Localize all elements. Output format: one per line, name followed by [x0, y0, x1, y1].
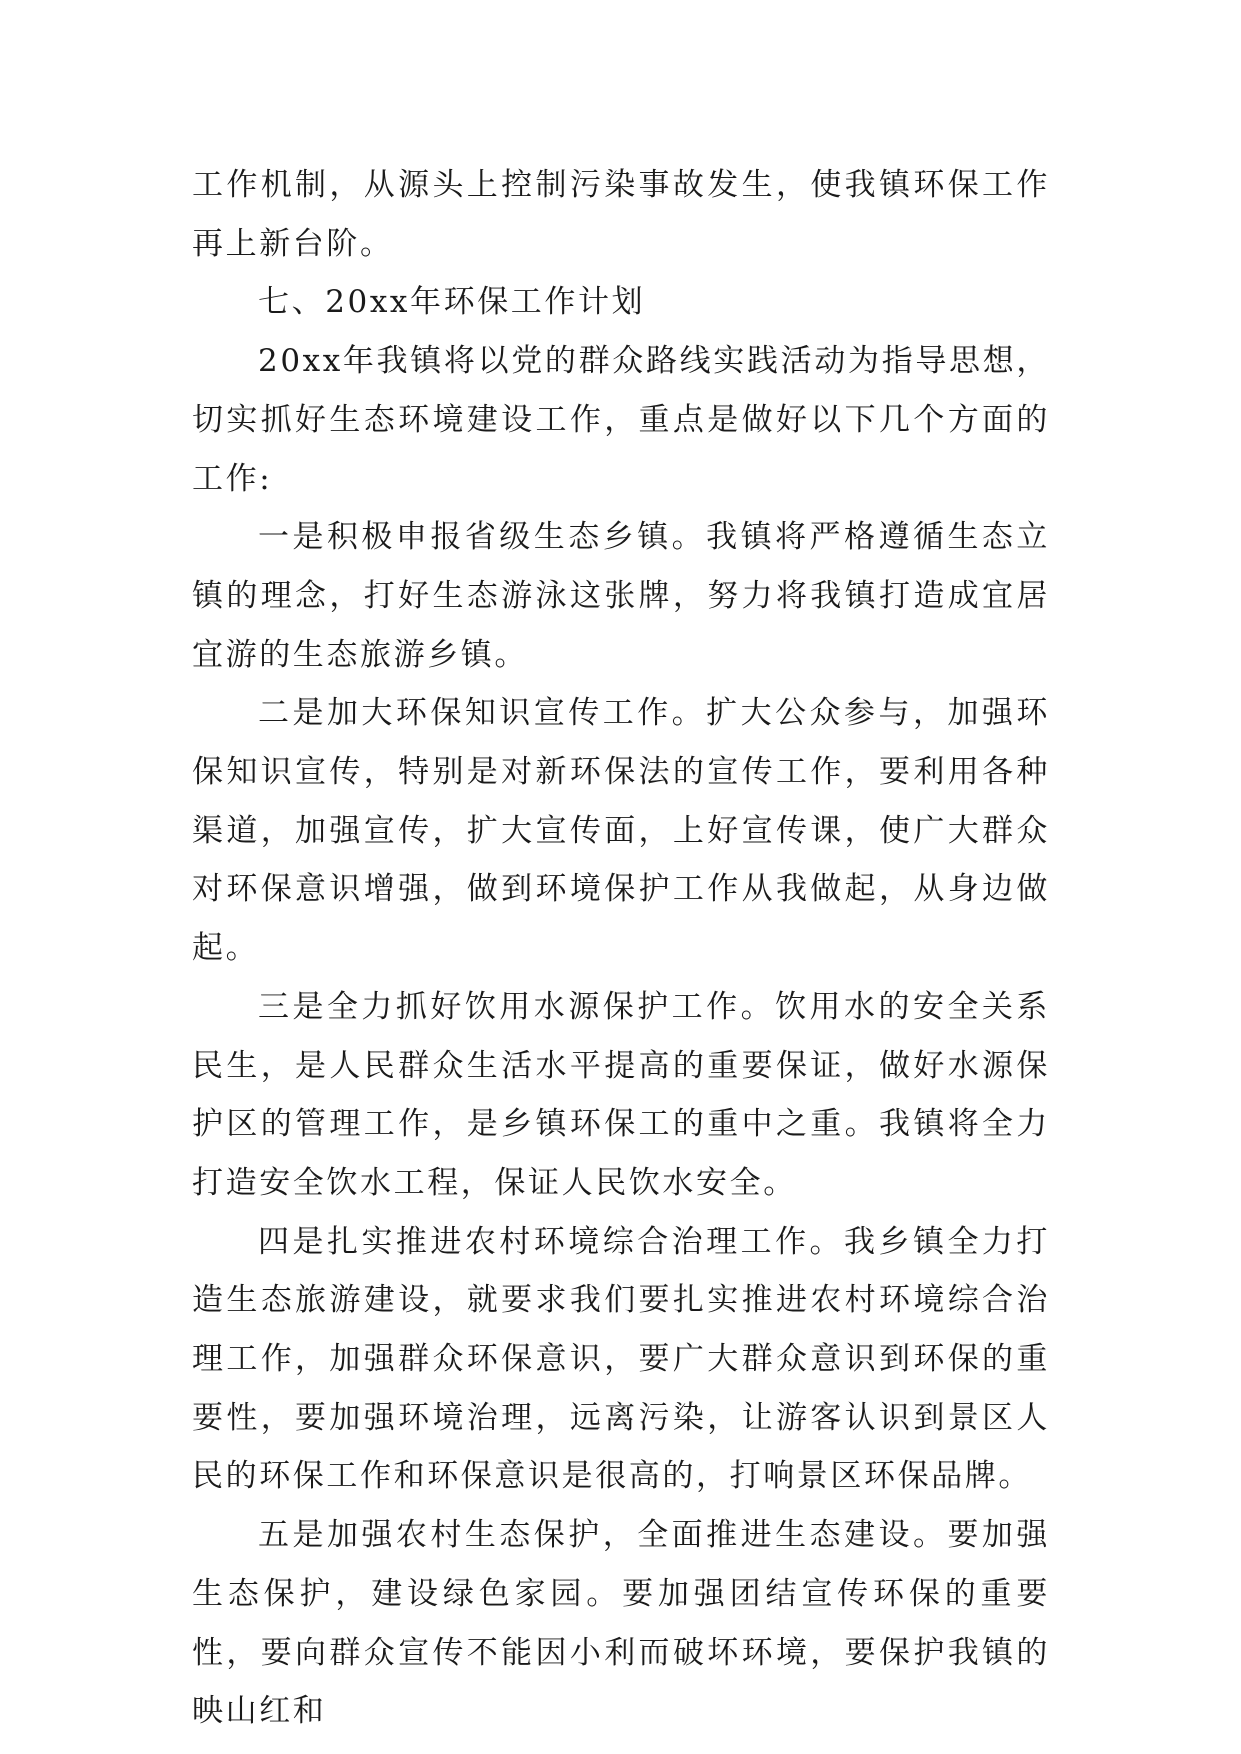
paragraph-item-3: 三是全力抓好饮用水源保护工作。饮用水的安全关系民生，是人民群众生活水平提高的重要保证，做好水源保护区的管理工作，是乡镇环保工的重中之重。我镇将全力打造安全饮水工程，保证人民饮水安全。	[192, 988, 1050, 1201]
document-body	[192, 156, 1050, 1741]
paragraph-item-1: 一是积极申报省级生态乡镇。我镇将严格遵循生态立镇的理念，打好生态游泳这张牌，努力将我镇打造成宜居宜游的生态旅游乡镇。	[192, 519, 1050, 673]
paragraph-item-2: 二是加大环保知识宣传工作。扩大公众参与，加强环保知识宣传，特别是对新环保法的宣传工作，要利用各种渠道，加强宣传，扩大宣传面，上好宣传课，使广大群众对环保意识增强，做到环境保护工作从我做起，从身边做起。	[192, 695, 1050, 967]
paragraph-intro: 20xx年我镇将以党的群众路线实践活动为指导思想，切实抓好生态环境建设工作，重点是做好以下几个方面的工作:	[192, 343, 1050, 497]
paragraph-continuation: 工作机制，从源头上控制污染事故发生，使我镇环保工作再上新台阶。	[192, 167, 1050, 262]
paragraph-item-4: 四是扎实推进农村环境综合治理工作。我乡镇全力打造生态旅游建设，就要求我们要扎实推进农村环境综合治理工作，加强群众环保意识，要广大群众意识到环保的重要性，要加强环境治理，远离污染，让游客认识到景区人民的环保工作和环保意识是很高的，打响景区环保品牌。	[192, 1223, 1050, 1495]
paragraph-item-5: 五是加强农村生态保护，全面推进生态建设。要加强生态保护，建设绿色家园。要加强团结宣传环保的重要性，要向群众宣传不能因小利而破坏环境，要保护我镇的映山红和	[192, 1517, 1050, 1730]
section-heading: 七、20xx年环保工作计划	[258, 284, 646, 321]
